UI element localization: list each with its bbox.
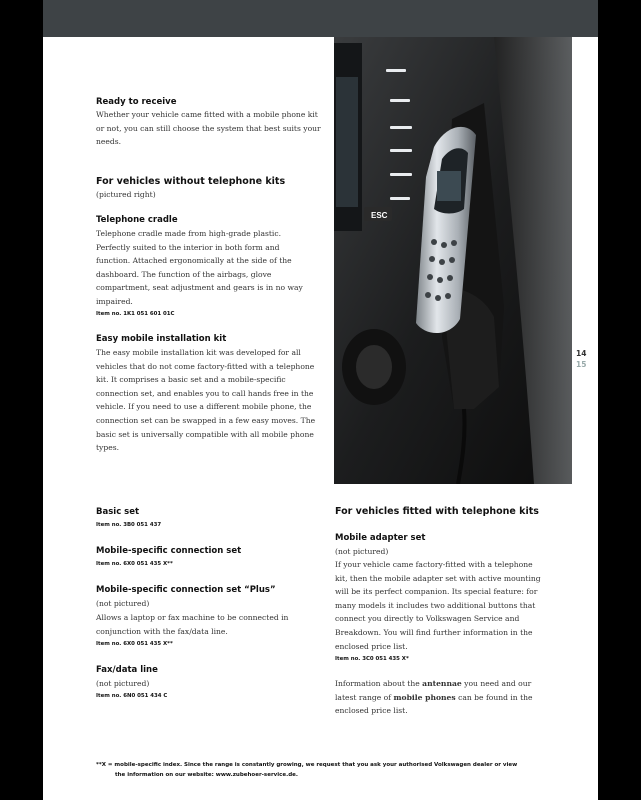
info-antennae: antennae (422, 679, 462, 688)
esc-key-label: ESC (371, 211, 388, 220)
fax-heading: Fax/data line (96, 665, 158, 675)
footnote (96, 760, 556, 780)
ready-heading: Ready to receive (96, 97, 177, 107)
header-bar (43, 0, 598, 37)
cradle-heading: Telephone cradle (96, 215, 178, 225)
conn-plus-note: (not pictured) (96, 599, 150, 608)
ready-text: Whether your vehicle came fitted with a mobile phone kit or not, you can still choose the system that best suits your needs. (96, 110, 321, 147)
adapter-item-no: Item no. 3C0 051 435 X* (335, 656, 409, 662)
fax-item-no: Item no. 6N0 051 434 C (96, 693, 168, 699)
basic-set-item-no: Item no. 3B0 051 437 (96, 522, 162, 528)
info-mobile-phones: mobile phones (393, 692, 456, 702)
brochure-page (43, 0, 598, 800)
footnote-line-1: **X = mobile-specific index. Since the range is constantly growing, we request that you ask your authorised Volkswagen dealer or view (96, 762, 518, 768)
easy-kit-heading: Easy mobile installation kit (96, 334, 227, 344)
cradle-text: Telephone cradle made from high-grade plastic. Perfectly suited to the interior in both form and function. Attached ergonomically at the side of the dashboard. The function of the airbags, glove compartment, seat adjustment and gears is in no way impaired. (96, 229, 303, 306)
without-kits-heading: For vehicles without telephone kits (96, 176, 286, 187)
conn-plus-item-no: Item no. 6X0 051 435 X** (96, 641, 173, 647)
basic-set-heading: Basic set (96, 507, 140, 517)
conn-plus-text: Allows a laptop or fax machine to be connected in conjunction with the fax/data line. (96, 613, 289, 636)
easy-kit-text: The easy mobile installation kit was developed for all vehicles that do not come factory-fitted with a telephone kit. It comprises a basic set and a mobile-specific connection set, and enables you to call hands free in the vehicle. If you need to use a different mobile phone, the connection set can be swapped in a few easy moves. The basic set is universally compatible with all mobile phone types. (96, 348, 316, 453)
product-photo (334, 37, 572, 484)
cradle-item-no: Item no. 1K1 051 601 01C (96, 311, 175, 317)
phone-cradle-photo (334, 37, 572, 484)
with-kits-heading: For vehicles fitted with telephone kits (335, 506, 539, 517)
adapter-text: If your vehicle came factory-fitted with a telephone kit, then the mobile adapter set with active mounting will be its perfect companion. Its special feature: for many models it includes two additional buttons that connect you directly to Volkswagen Service and Breakdown. You will find further information in the enclosed price list. (335, 560, 541, 651)
conn-plus-heading: Mobile-specific connection set “Plus” (96, 585, 276, 595)
page-number-next: 15 (576, 360, 587, 369)
adapter-note: (not pictured) (335, 547, 389, 556)
without-kits-note: (pictured right) (96, 190, 156, 199)
fax-note: (not pictured) (96, 679, 150, 688)
conn-set-item-no: Item no. 6X0 051 435 X** (96, 561, 173, 567)
footnote-line-2: the information on our website: www.zubehoer-service.de. (115, 772, 298, 778)
info-text: Information about the antennae you need and our latest range of mobile phones can be found in the enclosed price list. (335, 679, 533, 716)
conn-set-heading: Mobile-specific connection set (96, 546, 242, 556)
adapter-heading: Mobile adapter set (335, 533, 426, 543)
page-number-current: 14 (576, 349, 587, 358)
